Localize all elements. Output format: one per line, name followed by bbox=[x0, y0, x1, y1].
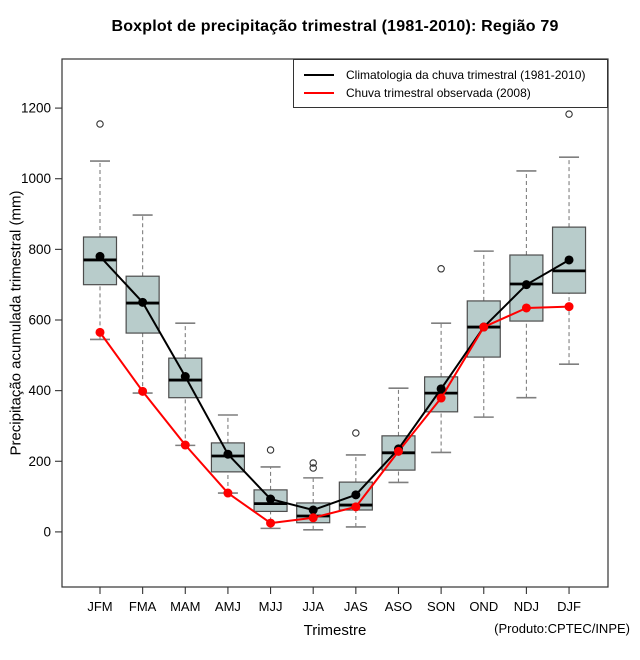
x-tick-label: SON bbox=[427, 599, 456, 614]
x-tick-label: NDJ bbox=[513, 599, 540, 614]
observed-point-ASO bbox=[394, 447, 402, 455]
observed-point-AMJ bbox=[224, 489, 232, 497]
x-tick-label: JAS bbox=[343, 599, 368, 614]
outlier-SON-0 bbox=[438, 266, 444, 272]
x-tick-label: DJF bbox=[557, 599, 581, 614]
outlier-DJF-0 bbox=[566, 111, 572, 117]
y-tick-label: 400 bbox=[28, 383, 51, 399]
x-tick-label: FMA bbox=[128, 599, 157, 614]
y-tick-label: 800 bbox=[28, 241, 51, 257]
mean-point-SON bbox=[437, 385, 445, 393]
observed-point-FMA bbox=[139, 387, 147, 395]
x-tick-label: MJJ bbox=[258, 599, 283, 614]
y-tick-label: 200 bbox=[28, 453, 51, 469]
outlier-JFM-0 bbox=[97, 121, 103, 127]
mean-point-JJA bbox=[309, 506, 317, 514]
x-tick-label: OND bbox=[469, 599, 499, 614]
legend-label-observed: Chuva trimestral observada (2008) bbox=[346, 85, 531, 100]
observed-point-JAS bbox=[352, 503, 360, 511]
y-axis-title: Precipitação acumulada trimestral (mm) bbox=[7, 190, 25, 456]
outlier-JAS-0 bbox=[353, 430, 359, 436]
observed-point-MAM bbox=[181, 441, 189, 449]
y-tick-label: 600 bbox=[28, 312, 51, 328]
x-tick-label: MAM bbox=[170, 599, 201, 614]
observed-point-SON bbox=[437, 394, 445, 402]
mean-point-JFM bbox=[96, 252, 104, 260]
observed-point-DJF bbox=[565, 303, 573, 311]
mean-point-DJF bbox=[565, 256, 573, 264]
mean-point-MJJ bbox=[267, 495, 275, 503]
x-tick-label: JJA bbox=[302, 599, 325, 614]
climatology-line-swatch bbox=[304, 74, 334, 76]
mean-point-MAM bbox=[181, 373, 189, 381]
observed-point-NDJ bbox=[522, 304, 530, 312]
mean-point-JAS bbox=[352, 491, 360, 499]
x-tick-label: AMJ bbox=[214, 599, 241, 614]
x-axis-title: Trimestre bbox=[303, 622, 367, 639]
observed-point-JJA bbox=[309, 514, 317, 522]
legend-label-climatology: Climatologia da chuva trimestral (1981-2010) bbox=[346, 67, 586, 82]
observed-point-OND bbox=[480, 323, 488, 331]
y-tick-label: 1000 bbox=[20, 171, 51, 187]
x-tick-label: ASO bbox=[384, 599, 413, 614]
mean-point-FMA bbox=[139, 298, 147, 306]
chart-title: Boxplot de precipitação trimestral (1981-2010): Região 79 bbox=[111, 18, 559, 35]
outlier-MJJ-0 bbox=[267, 447, 273, 453]
observed-point-MJJ bbox=[267, 519, 275, 527]
legend-box bbox=[293, 59, 608, 108]
mean-point-NDJ bbox=[522, 281, 530, 289]
observed-line-swatch bbox=[304, 92, 334, 94]
x-tick-label: JFM bbox=[87, 599, 113, 614]
y-tick-label: 0 bbox=[43, 524, 51, 540]
observed-point-JFM bbox=[96, 328, 104, 336]
source-note: (Produto:CPTEC/INPE) bbox=[494, 621, 630, 636]
legend-entry-climatology bbox=[304, 68, 607, 82]
legend-entry-observed bbox=[304, 86, 607, 100]
mean-point-AMJ bbox=[224, 450, 232, 458]
y-tick-label: 1200 bbox=[20, 100, 51, 116]
